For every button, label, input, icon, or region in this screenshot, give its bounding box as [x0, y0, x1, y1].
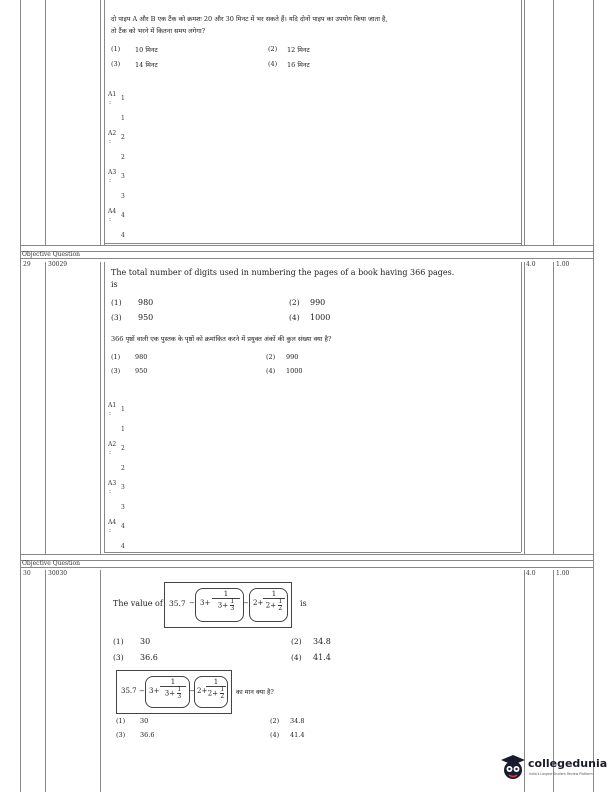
- q30-hi-two: 2+: [197, 687, 208, 695]
- q29-hi-option-1-num: (1): [111, 353, 121, 361]
- q29-hi-option-2-num: (2): [266, 353, 276, 361]
- q30-negative-marks: 1.00: [556, 570, 570, 577]
- q28-option-3-text[interactable]: 14 मिनट: [135, 61, 158, 69]
- q30-hi-half-frac: [220, 687, 224, 700]
- table-col-neg-divider: [553, 262, 554, 554]
- collegedunia-logo: [500, 752, 610, 786]
- table-border-left: [20, 0, 21, 792]
- q29-section-label: Objective Question: [22, 251, 80, 258]
- q29-a3-val: 3: [121, 484, 125, 491]
- q30-en-frac-two: [263, 590, 285, 612]
- q30-hi-option-4-num: (4): [270, 731, 280, 739]
- q30-hi-frac-two-den: [206, 687, 226, 700]
- q29-a1-colon: :: [109, 410, 112, 417]
- q28-option-2-text[interactable]: 12 मिनट: [287, 46, 310, 54]
- q30-hi-third-frac: [177, 687, 181, 700]
- q29-id: 30029: [48, 261, 68, 268]
- q30-number: 30: [23, 570, 31, 577]
- q29-en-option-1-num: (1): [111, 298, 122, 307]
- q29-english-stem-line1: The total number of digits used in numbering the pages of a book having 366 pages.: [111, 268, 455, 277]
- q30-marks: 4.0: [526, 570, 536, 577]
- q29-number: 29: [23, 261, 31, 268]
- q30-hi-option-3-text[interactable]: 36.6: [140, 731, 155, 739]
- q30-en-option-2-text[interactable]: 34.8: [313, 637, 331, 646]
- q28-hindi-stem-line2: तो टैंक को भरने में कितना समय लगेगा?: [111, 27, 206, 35]
- q28-a2-val2: 2: [121, 154, 125, 161]
- q28-option-2-num: (2): [268, 45, 278, 53]
- inner-frame-left: [104, 262, 105, 552]
- q29-en-option-3-text[interactable]: 950: [138, 313, 154, 322]
- q29-en-option-4-text[interactable]: 1000: [310, 313, 331, 322]
- q29-negative-marks: 1.00: [556, 261, 570, 268]
- q29-hi-option-2-text[interactable]: 990: [286, 353, 299, 361]
- q30-en-half-den: 2: [278, 605, 283, 612]
- q29-hindi-stem: 366 पृष्ठों वाली एक पुस्तक के पृष्ठों को क्रमांकित करने में प्रयुक्त अंकों की कुल संख्या क्या है?: [111, 335, 332, 343]
- inner-frame-left: [104, 0, 105, 245]
- q30-hi-frac-two: [206, 678, 226, 700]
- q30-en-suffix: is: [300, 599, 307, 608]
- q29-a4-colon: :: [109, 527, 112, 534]
- q28-a4-colon: :: [109, 216, 112, 223]
- q28-a1-val: 1: [121, 95, 125, 102]
- q30-hi-frac-one-den: [160, 687, 186, 700]
- q30-hi-three: 3+: [149, 687, 160, 695]
- q28-option-4-text[interactable]: 16 मिनट: [287, 61, 310, 69]
- q28-option-3-num: (3): [111, 60, 121, 68]
- row-divider: [20, 554, 593, 555]
- q30-en-frac-one-num: 1: [212, 590, 240, 599]
- q30-en-frac-two-num: 1: [263, 590, 285, 599]
- q28-option-1-num: (1): [111, 45, 121, 53]
- q28-a3-val: 3: [121, 173, 125, 180]
- q29-hi-option-3-text[interactable]: 950: [135, 367, 148, 375]
- q30-en-prefix: The value of: [113, 599, 163, 608]
- q29-a2-label: A2: [108, 441, 117, 448]
- q29-hi-option-3-num: (3): [111, 367, 121, 375]
- q30-en-two2: 2+: [265, 601, 277, 610]
- q30-en-three2: 3+: [217, 601, 229, 610]
- q28-a3-label: A3: [108, 169, 117, 176]
- q29-english-stem-line2: is: [111, 280, 118, 289]
- table-col-marks-divider: [524, 0, 525, 245]
- q30-hi-option-1-num: (1): [116, 717, 126, 725]
- q30-hi-option-2-text[interactable]: 34.8: [290, 717, 305, 725]
- q30-en-three: 3+: [200, 599, 211, 607]
- q29-hi-option-4-text[interactable]: 1000: [286, 367, 303, 375]
- table-col-neg-divider: [553, 0, 554, 245]
- q30-en-third-frac: [230, 599, 234, 612]
- q30-en-option-1-num: (1): [113, 637, 124, 646]
- q30-en-frac-two-den: [263, 599, 285, 612]
- q30-section-label: Objective Question: [22, 560, 80, 567]
- table-col-num-divider: [45, 0, 46, 245]
- q29-a4-label: A4: [108, 519, 117, 526]
- q29-a1-val2: 1: [121, 426, 125, 433]
- q30-hi-minus: −: [139, 687, 145, 695]
- q29-a4-val: 4: [121, 523, 125, 530]
- q29-en-option-2-num: (2): [289, 298, 300, 307]
- q30-en-frac-one: [212, 590, 240, 612]
- q28-option-4-num: (4): [268, 60, 278, 68]
- q30-hi-option-1-text[interactable]: 30: [140, 717, 149, 725]
- inner-frame-right: [521, 262, 522, 552]
- q28-a2-colon: :: [109, 138, 112, 145]
- q30-hi-third-num: 1: [177, 686, 182, 693]
- q30-en-option-2-num: (2): [291, 637, 302, 646]
- q30-en-option-3-text[interactable]: 36.6: [140, 653, 158, 662]
- inner-frame-right: [521, 0, 522, 245]
- q28-a1-val2: 1: [121, 115, 125, 122]
- table-col-id-divider: [100, 570, 101, 792]
- q30-en-half-num: 1: [278, 598, 283, 605]
- row-divider: [104, 552, 521, 553]
- q29-en-option-1-text[interactable]: 980: [138, 298, 154, 307]
- q29-a3-label: A3: [108, 480, 117, 487]
- q30-hi-minus2: −: [189, 687, 195, 695]
- q28-a1-label: A1: [108, 91, 117, 98]
- q30-en-outer-bracket-right: [288, 582, 292, 628]
- q30-en-frac-one-den: [212, 599, 240, 612]
- logo-tagline: India's Largest Student Review Platform: [529, 772, 593, 776]
- logo-name: collegedunia: [528, 757, 608, 770]
- q30-hi-option-4-text[interactable]: 41.4: [290, 731, 305, 739]
- q28-a4-label: A4: [108, 208, 117, 215]
- q30-hi-suffix: का मान क्या है?: [236, 688, 274, 696]
- q28-hindi-stem-line1: दो पाइप A और B एक टैंक को क्रमशः 20 और 30 मिनट में भर सकते हैं। यदि दोनों पाइप का उपयोग किया जाता है,: [111, 15, 388, 23]
- q30-hi-frac-one-num: 1: [160, 678, 186, 687]
- q29-a2-val2: 2: [121, 465, 125, 472]
- q30-en-option-3-num: (3): [113, 653, 124, 662]
- q30-hi-two2: 2+: [207, 689, 219, 698]
- table-border-right: [593, 0, 594, 792]
- q28-option-1-text[interactable]: 10 मिनट: [135, 46, 158, 54]
- inner-frame-bottom: [104, 243, 521, 244]
- q30-id: 30030: [48, 570, 68, 577]
- q30-hi-half-den: 2: [220, 693, 225, 700]
- q28-a2-val: 2: [121, 134, 125, 141]
- q30-hi-frac-two-num: 1: [206, 678, 226, 687]
- row-divider: [20, 567, 593, 568]
- q30-en-a: 35.7: [169, 599, 186, 608]
- q30-en-option-1-text[interactable]: 30: [140, 637, 151, 646]
- q28-a4-val: 4: [121, 212, 125, 219]
- q29-marks: 4.0: [526, 261, 536, 268]
- q28-a3-colon: :: [109, 177, 112, 184]
- table-col-id-divider: [100, 262, 101, 554]
- row-divider: [20, 258, 593, 259]
- row-divider: [20, 560, 593, 561]
- q28-a4-val2: 4: [121, 232, 125, 239]
- q29-a4-val2: 4: [121, 543, 125, 550]
- graduate-mascot-icon: [500, 754, 526, 782]
- q29-a3-colon: :: [109, 488, 112, 495]
- q30-en-minus: −: [189, 599, 195, 607]
- table-col-num-divider: [45, 570, 46, 792]
- q30-en-minus2: −: [243, 599, 249, 607]
- q29-a2-val: 2: [121, 445, 125, 452]
- q28-a1-colon: :: [109, 99, 112, 106]
- q30-hi-frac-one: [160, 678, 186, 700]
- q29-hi-option-4-num: (4): [266, 367, 276, 375]
- q29-a1-val: 1: [121, 406, 125, 413]
- q29-a2-colon: :: [109, 449, 112, 456]
- q30-hi-a: 35.7: [121, 687, 137, 695]
- q30-hi-outer-bracket-right: [228, 670, 232, 714]
- q29-en-option-2-text[interactable]: 990: [310, 298, 326, 307]
- q30-en-half-frac: [278, 599, 282, 612]
- row-divider: [20, 251, 593, 252]
- q29-en-option-3-num: (3): [111, 313, 122, 322]
- q30-en-third-den: 3: [230, 605, 235, 612]
- q30-en-option-4-text[interactable]: 41.4: [313, 653, 331, 662]
- q30-en-option-4-num: (4): [291, 653, 302, 662]
- q30-en-third-num: 1: [230, 598, 235, 605]
- q30-hi-three2: 3+: [164, 689, 176, 698]
- row-divider: [20, 245, 593, 246]
- q30-hi-option-3-num: (3): [116, 731, 126, 739]
- q28-a3-val2: 3: [121, 193, 125, 200]
- q30-hi-half-num: 1: [220, 686, 225, 693]
- q29-a1-label: A1: [108, 402, 117, 409]
- q29-en-option-4-num: (4): [289, 313, 300, 322]
- table-col-marks-divider: [524, 262, 525, 554]
- q30-hi-third-den: 3: [177, 693, 182, 700]
- table-col-num-divider: [45, 262, 46, 554]
- q30-hi-option-2-num: (2): [270, 717, 280, 725]
- q28-a2-label: A2: [108, 130, 117, 137]
- table-col-id-divider: [100, 0, 101, 245]
- q30-en-two: 2+: [253, 599, 264, 607]
- q29-hi-option-1-text[interactable]: 980: [135, 353, 148, 361]
- q29-a3-val2: 3: [121, 504, 125, 511]
